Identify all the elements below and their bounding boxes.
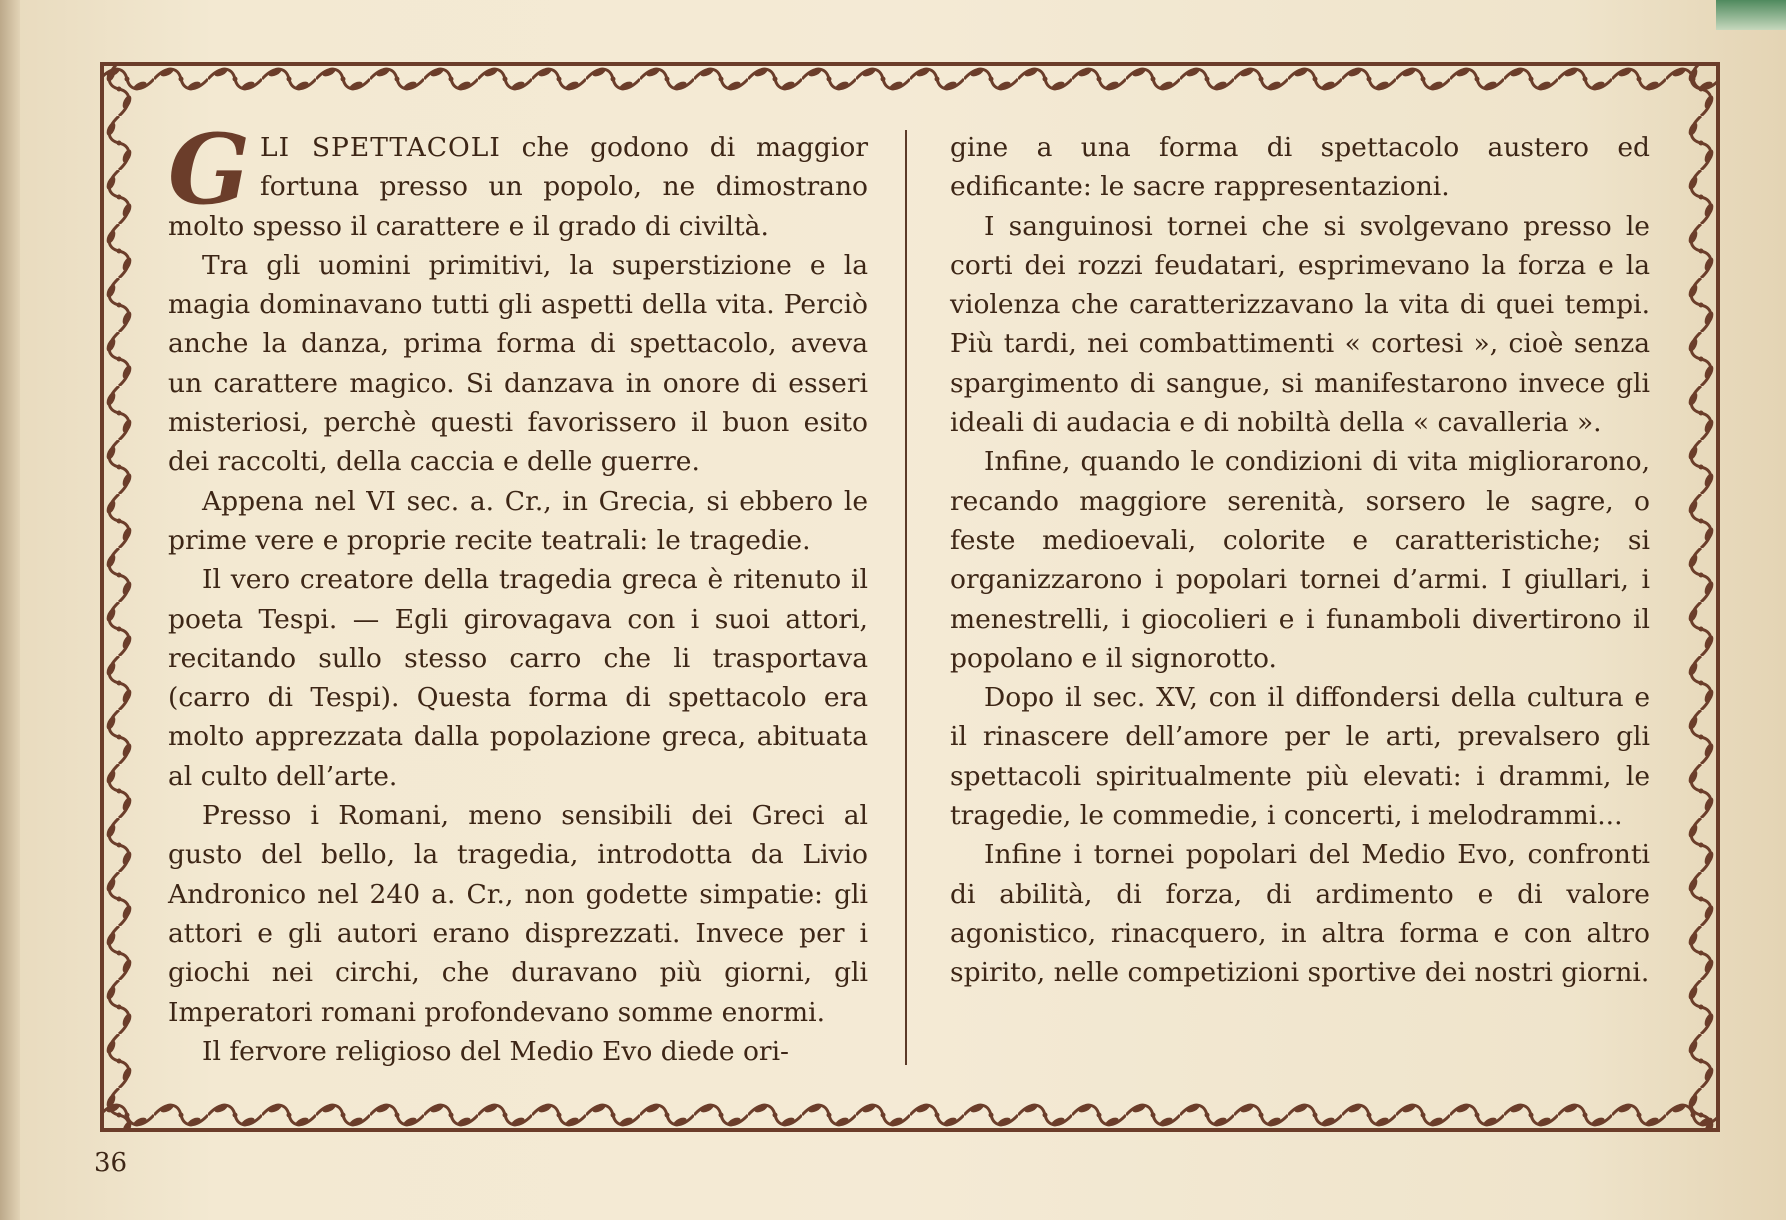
right-column — [950, 128, 1650, 993]
page-edge-corner — [1716, 0, 1786, 30]
paragraph: Tra gli uomini primitivi, la superstizione e la magia dominavano tutti gli aspetti della vita. Perciò anche la danza, prima forma di spettacolo, aveva un carattere magico. Si danzava in onore di esseri misteriosi, perchè questi favorissero il buon esito dei raccolti, della caccia e delle guerre. — [168, 249, 868, 478]
paragraph: Dopo il sec. XV, con il diffondersi della cultura e il rinascere dell’amore per le arti, prevalsero gli spettacoli spiritualmente più elevati: i drammi, le tragedie, le commedie, i concerti, i melodrammi... — [950, 682, 1650, 832]
paragraph: Il vero creatore della tragedia greca è ritenuto il poeta Tespi. — Egli girovagava con i suoi attori, recitando sullo stesso carro che li trasportava (carro di Tespi). Questa forma di spettacolo era molto apprezzata dalla popolazione greca, abituata al culto dell’arte. — [168, 564, 868, 792]
paragraph: I sanguinosi tornei che si svolgevano presso le corti dei rozzi feudatari, esprimevano la forza e la violenza che caratterizzavano la vita di quei tempi. Più tardi, nei combattimenti « cortesi », cioè senza spargimento di sangue, si manifestarono invece gli ideali di audacia e di nobiltà della « cavalleria ». — [950, 210, 1650, 439]
continuation-paragraph: gine a una forma di spettacolo austero ed edificante: le sacre rappresentazioni. — [950, 132, 1650, 203]
opening-text: che godono di maggior fortuna presso un popolo, ne dimostrano molto spesso il carattere e il grado di civiltà. — [168, 132, 868, 242]
page-number: 36 — [94, 1148, 128, 1178]
paragraph: Appena nel VI sec. a. Cr., in Grecia, si ebbero le prime vere e proprie recite teatrali: le tragedie. — [168, 485, 868, 556]
drop-cap: G — [168, 113, 250, 226]
opening-small-caps: LI SPETTACOLI — [259, 132, 501, 163]
paragraph: Infine, quando le condizioni di vita migliorarono, recando maggiore serenità, sorsero le sagre, o feste medioevali, colorite e caratteristiche; si organizzarono i popolari tornei d’armi. I giullari, i menestrelli, i giocolieri e i funamboli divertirono il popolano e il signorotto. — [950, 446, 1650, 674]
paragraph: Presso i Romani, meno sensibili dei Greci al gusto del bello, la tragedia, introdotta da Livio Andronico nel 240 a. Cr., non godette simpatie: gli attori e gli autori erano disprezzati. Invece per i giochi nei circhi, che duravano più giorni, gli Imperatori romani profondevano somme enormi. — [168, 800, 868, 1028]
paragraph: Il fervore religioso del Medio Evo diede ori- — [202, 1035, 790, 1067]
opening-paragraph — [168, 113, 868, 246]
column-divider — [905, 130, 907, 1065]
left-column — [168, 113, 868, 1071]
paragraph: Infine i tornei popolari del Medio Evo, confronti di abilità, di forza, di ardimento e di valore agonistico, rinacquero, in altra forma e con altro spirito, nelle competizioni sportive dei nostri giorni. — [950, 839, 1650, 989]
page-edge-left — [0, 0, 20, 1220]
